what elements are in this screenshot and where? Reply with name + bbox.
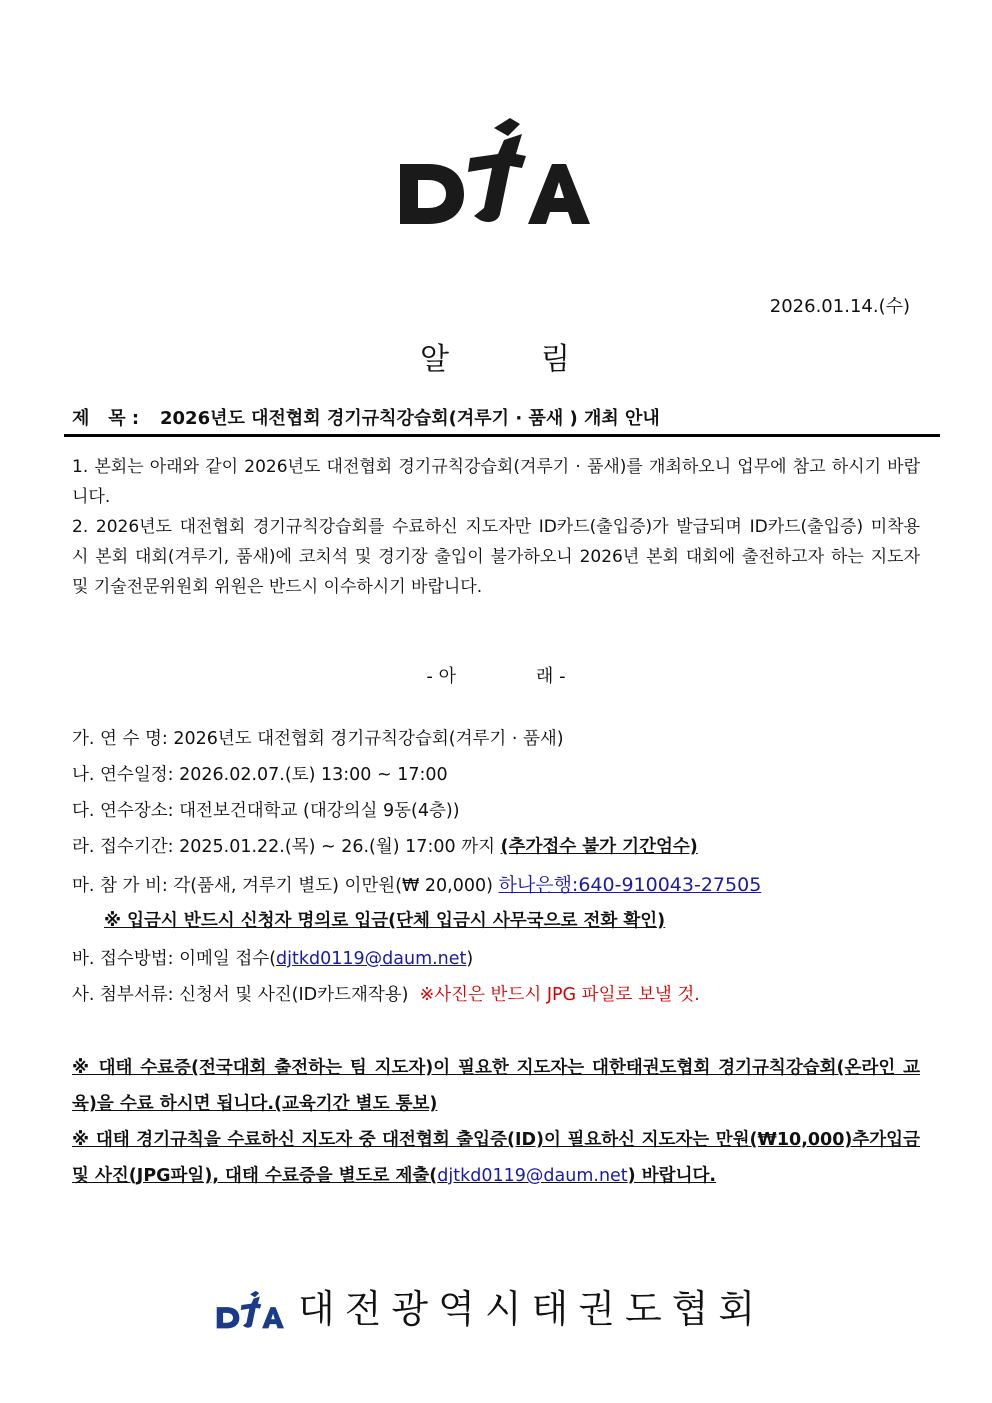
email-link[interactable]: djtkd0119@daum.net	[276, 949, 467, 969]
body-paragraph-2: 2. 2026년도 대전협회 경기규칙강습회를 수료하신 지도자만 ID카드(출입증)가 발급되며 ID카드(출입증) 미착용 시 본회 대회(겨루기, 품새)에 코치석 및 경기장 출입이 불가하오니 2026년 본회 대회에 출전하고자 하는 지도자 및 기술전문위원회 위원은 반드시 이수하시기 바랍니다.	[72, 517, 920, 597]
item-da: 다. 연수장소: 대전보건대학교 (대강의실 9동(4층))	[72, 801, 460, 821]
title-char-1: 알	[420, 342, 451, 377]
item-ba-text: 바. 접수방법: 이메일 접수(	[72, 949, 277, 969]
footer-organization-name: 대전광역시태권도협회	[298, 1287, 766, 1331]
note-1: ※ 대태 수료증(전국대회 출전하는 팀 지도자)이 필요한 지도자는 대한태권도협회 경기규칙강습회(온라인 교육)을 수료 하시면 됩니다.(교육기간 별도 통보)	[72, 1058, 920, 1114]
arae-right: 래 -	[536, 666, 566, 687]
note-2-text: ※ 대태 경기규칙을 수료하신 지도자 중 대전협회 출입증(ID)이 필요하신 지도자는 만원(₩10,000)추가입금 및 사진(JPG파일), 대태 수료증을 별도로 제출(	[72, 1130, 920, 1186]
note-2-email-link[interactable]: djtkd0119@daum.net	[437, 1166, 628, 1186]
subject-divider	[64, 434, 940, 437]
dta-logo	[398, 118, 590, 226]
item-ra-text: 라. 접수기간: 2025.01.22.(목) ~ 26.(월) 17:00 까지	[72, 837, 501, 857]
photo-notice: ※사진은 반드시 JPG 파일로 보낼 것.	[419, 985, 700, 1005]
title-char-2: 림	[541, 342, 572, 377]
item-ba-close: )	[466, 949, 474, 969]
item-sa-text: 사. 첨부서류: 신청서 및 사진(ID카드재작용)	[72, 985, 420, 1005]
item-ma	[72, 870, 761, 900]
item-na: 나. 연수일정: 2026.02.07.(토) 13:00 ~ 17:00	[72, 765, 448, 785]
footer	[216, 1284, 776, 1334]
subject-label: 제 목 :	[72, 408, 140, 429]
item-ra-note: (추가접수 불가 기간엄수)	[500, 837, 698, 857]
body-paragraph-1: 1. 본회는 아래와 같이 2026년도 대전협회 경기규칙강습회(겨루기 · 품새)를 개최하오니 업무에 참고 하시기 바랍니다.	[72, 457, 920, 507]
subject-line	[72, 404, 660, 430]
item-ga: 가. 연 수 명: 2026년도 대전협회 경기규칙강습회(겨루기 · 품새)	[72, 729, 564, 749]
deposit-notice: ※ 입금시 반드시 신청자 명의로 입금(단체 입금시 사무국으로 전화 확인)	[104, 911, 666, 931]
item-ba	[72, 944, 473, 974]
note-2-end: ) 바랍니다.	[627, 1166, 717, 1186]
footer-logo	[216, 1290, 284, 1330]
document-date: 2026.01.14.(수)	[769, 296, 910, 317]
item-ra	[72, 832, 698, 862]
arae-left: - 아	[426, 666, 456, 687]
document-title	[0, 334, 992, 378]
arae-heading	[0, 662, 992, 688]
item-ma-text: 마. 참 가 비: 각(품새, 겨루기 별도) 이만원(₩ 20,000)	[72, 876, 499, 896]
note-2	[72, 1122, 920, 1194]
bank-account-link[interactable]: 하나은행:640-910043-27505	[498, 874, 762, 896]
subject-text: 2026년도 대전협회 경기규칙강습회(겨루기 · 품새 ) 개최 안내	[160, 408, 660, 429]
item-sa	[72, 980, 700, 1010]
